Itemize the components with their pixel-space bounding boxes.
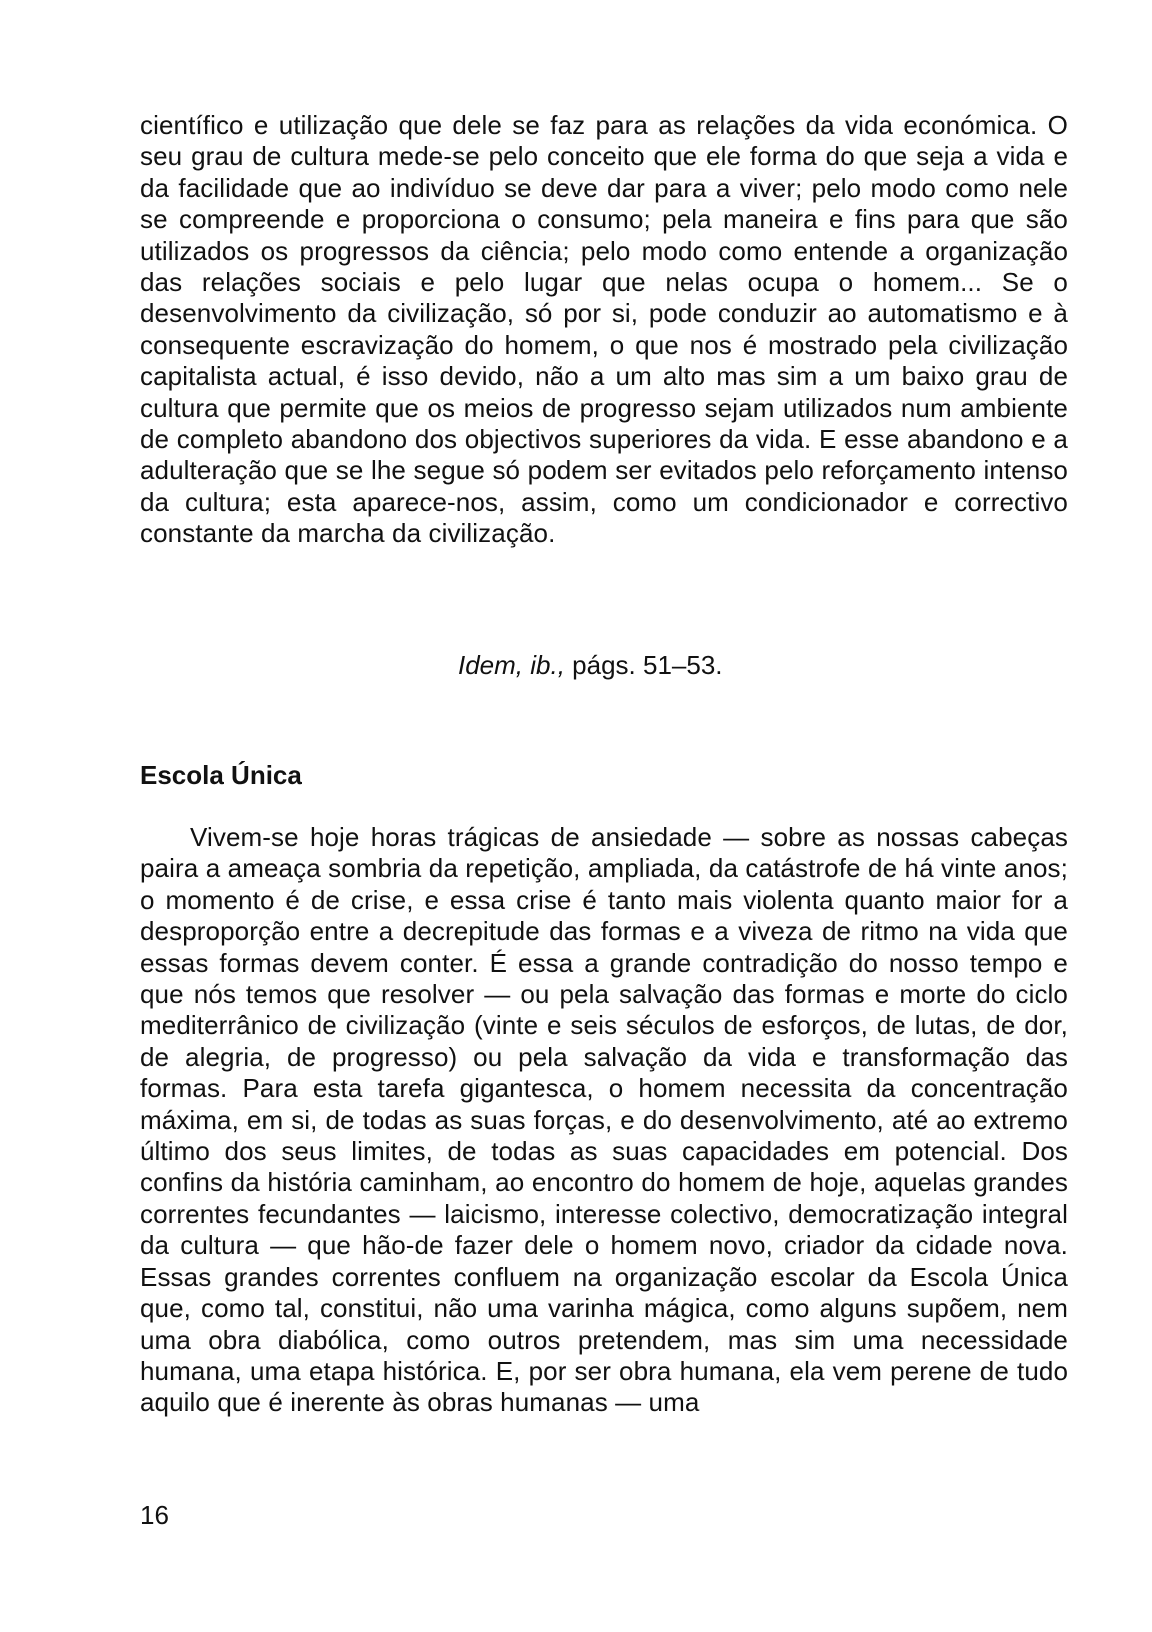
section-paragraph-block: [140, 822, 1068, 1419]
section-paragraph: Vivem-se hoje horas trágicas de ansiedade — sobre as nossas cabeças paira a ameaça sombria da repetição, ampliada, da catástrofe de há vinte anos; o momento é de crise, e essa crise é tanto mais violenta quanto maior for a desproporção entre a decrepitude das formas e a viveza de ritmo na vida que essas formas devem conter. É essa a grande contradição do nosso tempo e que nós temos que resolver — ou pela salvação das formas e morte do ciclo mediterrânico de civilização (vinte e seis séculos de esforços, de lutas, de dor, de alegria, de progresso) ou pela salvação da vida e transformação das formas. Para esta tarefa gigantesca, o homem necessita da concentração máxima, em si, de todas as suas forças, e do desenvolvimento, até ao extremo último dos seus limites, de todas as suas capacidades em potencial. Dos confins da história caminham, ao encontro do homem de hoje, aquelas grandes correntes fecundantes — laicismo, interesse colectivo, democratização integral da cultura — que hão-de fazer dele o homem novo, criador da cidade nova. Essas grandes correntes confluem na organização escolar da Escola Única que, como tal, constitui, não uma varinha mágica, como alguns supõem, nem uma obra diabólica, como outros pretendem, mas sim uma necessidade humana, uma etapa histórica. E, por ser obra humana, ela vem perene de tudo aquilo que é inerente às obras humanas — uma: [140, 822, 1068, 1418]
continuation-paragraph: científico e utilização que dele se faz para as relações da vida económica. O seu grau de cultura mede-se pelo conceito que ele forma do que seja a vida e da facilidade que ao indivíduo se deve dar para a viver; pelo modo como nele se compreende e proporciona o consumo; pela maneira e fins para que são utilizados os progressos da ciência; pelo modo como entende a organização das relações sociais e pelo lugar que nelas ocupa o homem... Se o desenvolvimento da civilização, só por si, pode conduzir ao automatismo e à consequente escravização do homem, o que nos é mostrado pela civilização capitalista actual, é isso devido, não a um alto mas sim a um baixo grau de cultura que permite que os meios de progresso sejam utilizados num ambiente de completo abandono dos objectivos superiores da vida. E esse abandono e a adulteração que se lhe segue só podem ser evitados pelo reforçamento intenso da cultura; esta aparece-nos, assim, como um condicionador e correctivo constante da marcha da civilização.: [140, 110, 1068, 549]
citation-reference: Idem, ib.,: [458, 650, 565, 680]
section-heading: Escola Única: [140, 760, 302, 790]
citation-pages: págs. 51–53.: [564, 650, 723, 680]
continuation-paragraph-block: [140, 110, 1068, 550]
citation: [458, 650, 723, 681]
page-number: 16: [140, 1500, 169, 1530]
